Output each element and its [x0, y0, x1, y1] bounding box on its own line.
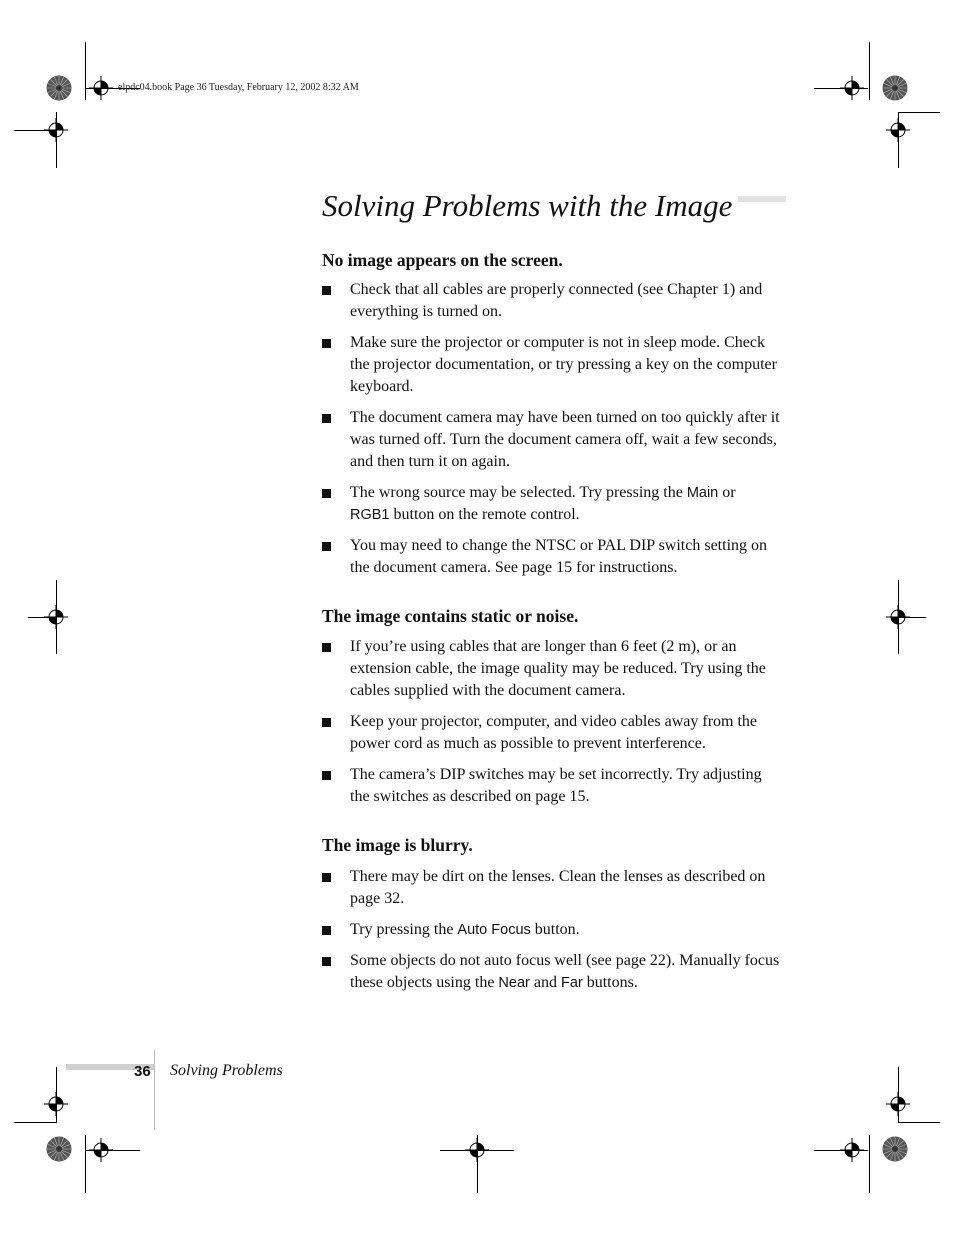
starburst-seal-icon [46, 75, 72, 101]
text-run: button. [530, 921, 580, 938]
starburst-seal-icon [46, 1136, 72, 1162]
list-item [322, 636, 784, 702]
crop-line [85, 42, 86, 100]
text-run: The wrong source may be selected. Try pressing the [350, 484, 687, 501]
list-item-text: The camera’s DIP switches may be set incorrectly. Try adjusting the switches as described on page 15. [350, 766, 762, 805]
crosshair-target-icon [89, 76, 113, 100]
list-item-text: If you’re using cables that are longer than 6 feet (2 m), or an extension cable, the image quality may be reduced. Try using the cables supplied with the document camera. [350, 638, 766, 699]
file-info-header: elpdc04.book Page 36 Tuesday, February 12, 2002 8:32 AM [118, 82, 359, 93]
list-item-text: There may be dirt on the lenses. Clean the lenses as described on page 32. [350, 868, 766, 907]
crop-line [898, 112, 940, 113]
list-item [322, 950, 784, 994]
list-item-text [350, 482, 784, 526]
text-run: Some objects do not auto focus well (see page 22). Manually focus these objects using the [350, 952, 780, 991]
crop-line [869, 42, 870, 100]
list-item [322, 482, 784, 526]
text-run: buttons. [582, 974, 638, 991]
bullet-square-icon [322, 489, 331, 498]
list-item [322, 407, 784, 473]
list-item [322, 332, 784, 398]
button-name-auto-focus: Auto Focus [457, 922, 531, 938]
bullet-square-icon [322, 643, 331, 652]
crop-line [869, 1135, 870, 1193]
button-name-main: Main [686, 485, 719, 501]
list-item-text: Make sure the projector or computer is not in sleep mode. Check the projector documentation, or try pressing a key on the computer keyboard. [350, 334, 777, 395]
list-item [322, 919, 784, 941]
bullet-square-icon [322, 873, 331, 882]
list-item-text: You may need to change the NTSC or PAL DIP switch setting on the document camera. See page 15 for instructions. [350, 537, 768, 576]
crosshair-target-icon [886, 605, 910, 629]
footer-section-title: Solving Problems [170, 1062, 283, 1079]
list-item [322, 535, 784, 579]
list-item [322, 279, 784, 323]
starburst-seal-icon [882, 75, 908, 101]
button-name-near: Near [498, 975, 530, 991]
list-item-text: Check that all cables are properly connected (see Chapter 1) and everything is turned on. [350, 281, 763, 320]
footer-divider [154, 1050, 155, 1130]
crosshair-target-icon [840, 1138, 864, 1162]
crosshair-target-icon [44, 605, 68, 629]
crosshair-target-icon [886, 1092, 910, 1116]
list-item-text: Keep your projector, computer, and video cables away from the power cord as much as possible to prevent interference. [350, 713, 758, 752]
text-run: and [529, 974, 561, 991]
section-heading: No image appears on the screen. [322, 250, 563, 270]
page-number: 36 [134, 1063, 151, 1080]
list-item [322, 711, 784, 755]
crosshair-target-icon [840, 76, 864, 100]
crosshair-target-icon [465, 1138, 489, 1162]
section-heading: The image contains static or noise. [322, 606, 579, 626]
list-item-text [350, 919, 784, 941]
section-heading: The image is blurry. [322, 835, 473, 855]
button-name-rgb1: RGB1 [350, 507, 390, 523]
list-item-text [350, 950, 784, 994]
bullet-square-icon [322, 718, 331, 727]
crop-line [14, 1122, 56, 1123]
text-run: button on the remote control. [389, 506, 580, 523]
crosshair-target-icon [886, 118, 910, 142]
bullet-square-icon [322, 286, 331, 295]
crosshair-target-icon [44, 118, 68, 142]
bullet-square-icon [322, 771, 331, 780]
crosshair-target-icon [89, 1138, 113, 1162]
crop-line [85, 1135, 86, 1193]
button-name-far: Far [560, 975, 583, 991]
crop-line [898, 1122, 940, 1123]
page-title: Solving Problems with the Image [322, 186, 738, 226]
bullet-square-icon [322, 414, 331, 423]
starburst-seal-icon [882, 1136, 908, 1162]
text-run: Try pressing the [350, 921, 458, 938]
text-run: or [718, 484, 736, 501]
list-item [322, 764, 784, 808]
list-item [322, 866, 784, 910]
crosshair-target-icon [44, 1092, 68, 1116]
bullet-square-icon [322, 542, 331, 551]
bullet-square-icon [322, 926, 331, 935]
list-item-text: The document camera may have been turned on too quickly after it was turned off. Turn the document camera off, wait a few seconds, and then turn it on again. [350, 409, 780, 470]
bullet-square-icon [322, 339, 331, 348]
bullet-square-icon [322, 957, 331, 966]
